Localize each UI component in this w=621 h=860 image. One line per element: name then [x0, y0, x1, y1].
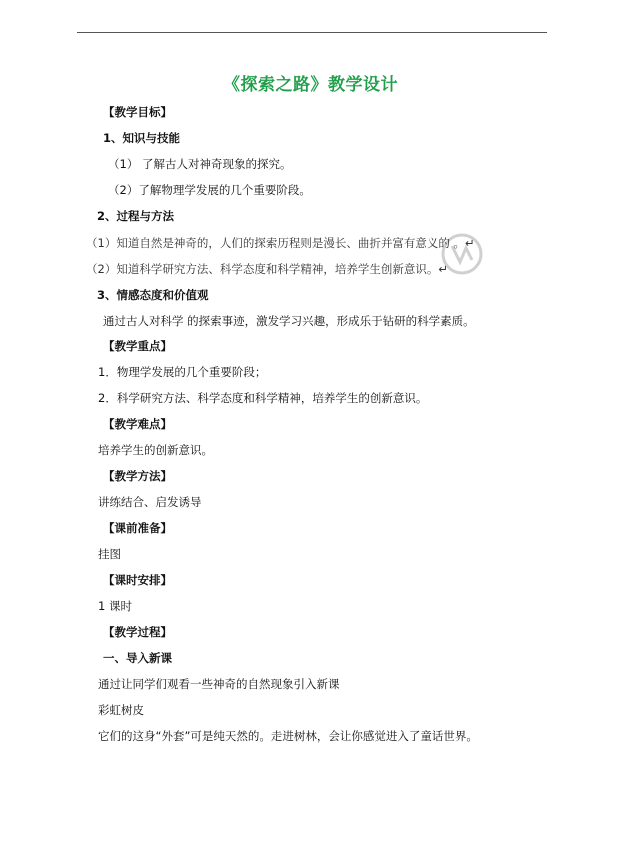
paragraph: 通过古人对科学 的探索事迹，激发学习兴趣，形成乐于钻研的科学素质。	[103, 314, 475, 328]
paragraph: 培养学生的创新意识。	[98, 443, 213, 457]
section-heading-schedule: 【课时安排】	[103, 573, 172, 587]
watermark-logo-icon	[440, 232, 484, 276]
list-item: （2）知道科学研究方法、科学态度和科学精神，培养学生创新意识。↵	[86, 262, 448, 276]
list-item: （2）了解物理学发展的几个重要阶段。	[108, 183, 311, 197]
section-heading-difficulties: 【教学难点】	[103, 417, 172, 431]
header-rule	[77, 32, 547, 33]
section-heading-methods: 【教学方法】	[103, 469, 172, 483]
list-item: 1．物理学发展的几个重要阶段；	[98, 365, 267, 379]
section-heading-key-points: 【教学重点】	[103, 339, 172, 353]
subheading-introduction: 一、导入新课	[103, 651, 172, 665]
paragraph: 通过让同学们观看一些神奇的自然现象引入新课	[98, 677, 340, 691]
paragraph: 它们的这身“外套”可是纯天然的。走进树林，会让你感觉进入了童话世界。	[98, 729, 478, 743]
list-item: （1） 了解古人对神奇现象的探究。	[108, 157, 292, 171]
paragraph: 彩虹树皮	[98, 703, 144, 717]
section-heading-preparation: 【课前准备】	[103, 521, 172, 535]
paragraph: 1 课时	[98, 599, 132, 613]
paragraph: 讲练结合、启发诱导	[98, 495, 202, 509]
page-title: 《探索之路》教学设计	[223, 75, 398, 95]
paragraph: 挂图	[98, 547, 121, 561]
section-heading-objectives: 【教学目标】	[103, 105, 172, 119]
list-item: （1）知道自然是神奇的，人们的探索历程则是漫长、曲折并富有意义的 。↵	[86, 236, 475, 250]
section-heading-process: 【教学过程】	[103, 625, 172, 639]
subheading-attitudes-values: 3、情感态度和价值观	[97, 288, 209, 302]
subheading-knowledge-skills: 1、知识与技能	[103, 131, 181, 145]
subheading-process-methods: 2、过程与方法	[97, 209, 175, 223]
list-item: 2．科学研究方法、科学态度和科学精神，培养学生的创新意识。	[98, 391, 428, 405]
